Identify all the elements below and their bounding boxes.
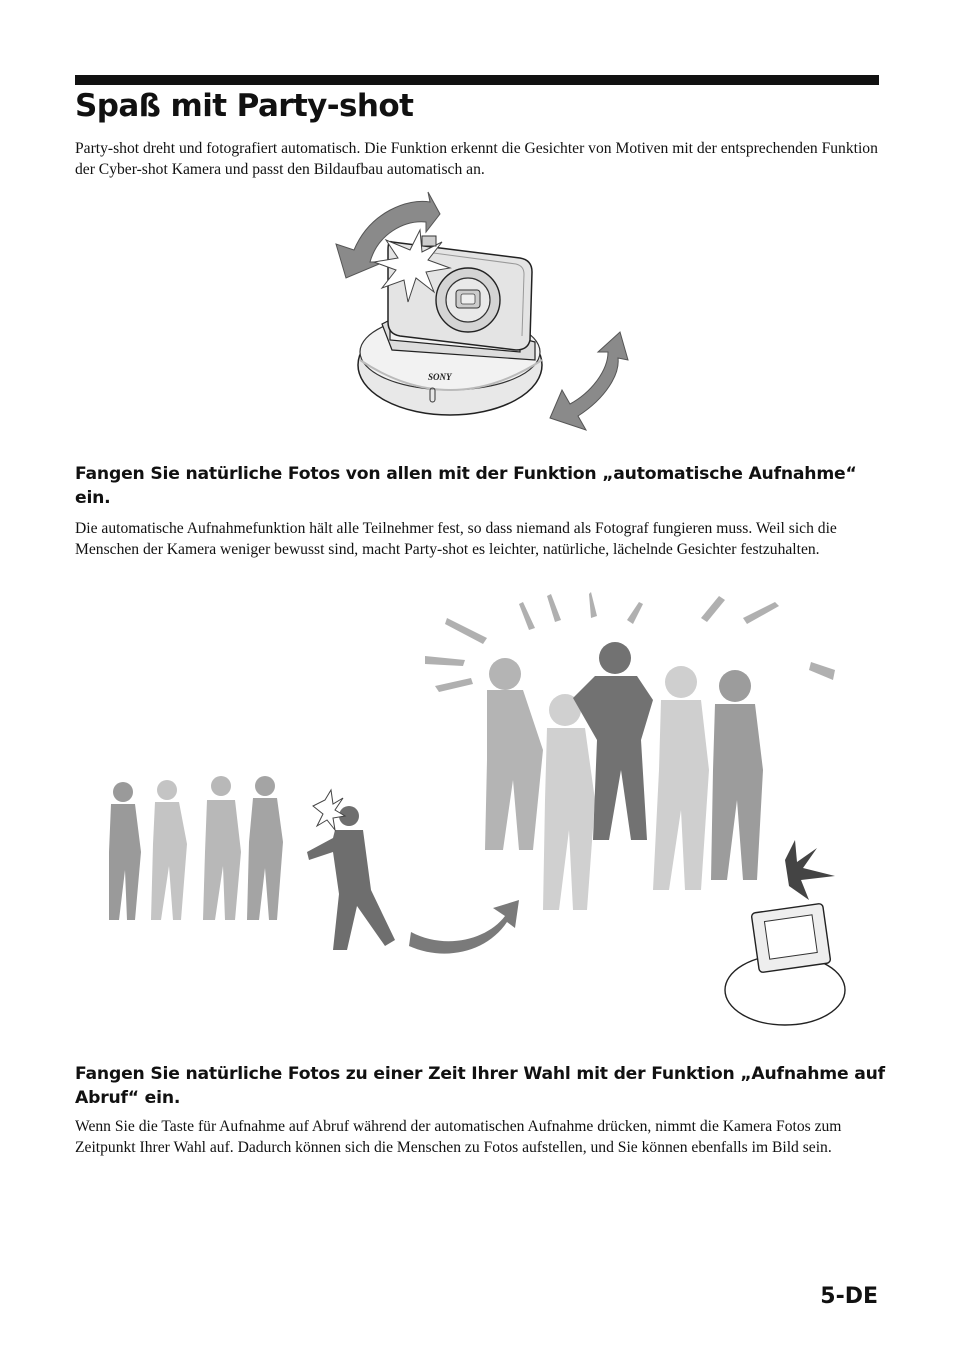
- party-scene-illustration: [95, 590, 865, 1030]
- sony-logo: SONY: [428, 372, 452, 382]
- section2-heading: Fangen Sie natürliche Fotos zu einer Zeit Ihrer Wahl mit der Funktion „Aufnahme auf Abruf“ ein.: [75, 1064, 885, 1108]
- camera-dock-illustration: [330, 190, 630, 440]
- page-number: 5-DE: [820, 1284, 878, 1309]
- rotate-arrow-bottom-icon: [550, 332, 628, 430]
- small-group-figures: [109, 776, 283, 920]
- section1-paragraph: Die automatische Aufnahmefunktion hält alle Teilnehmer fest, so dass niemand als Fotograf fungieren muss. Weil sich die Menschen der Kamera weniger bewusst sind, macht Party-shot es leichter, natürliche, lächelnde Gesichter festzuhalten.: [75, 520, 837, 558]
- large-group-figures: [485, 642, 763, 910]
- section1-heading: Fangen Sie natürliche Fotos von allen mit der Funktion „automatische Aufnahme“ ein.: [75, 464, 857, 508]
- photographer-figure: [307, 790, 395, 950]
- intro-paragraph: Party-shot dreht und fotografiert automatisch. Die Funktion erkennt die Gesichter von Motiven mit der entsprechenden Funktion der Cyber-shot Kamera und passt den Bildaufbau automatisch an.: [75, 140, 878, 178]
- curved-arrow-icon: [409, 900, 519, 954]
- section2-paragraph: Wenn Sie die Taste für Aufnahme auf Abruf während der automatischen Aufnahme drücken, nimmt die Kamera Fotos zum Zeitpunkt Ihrer Wahl auf. Dadurch können sich die Menschen zu Fotos aufstellen, und Sie können ebenfalls im Bild sein.: [75, 1118, 842, 1156]
- page-title: Spaß mit Party-shot: [75, 88, 414, 124]
